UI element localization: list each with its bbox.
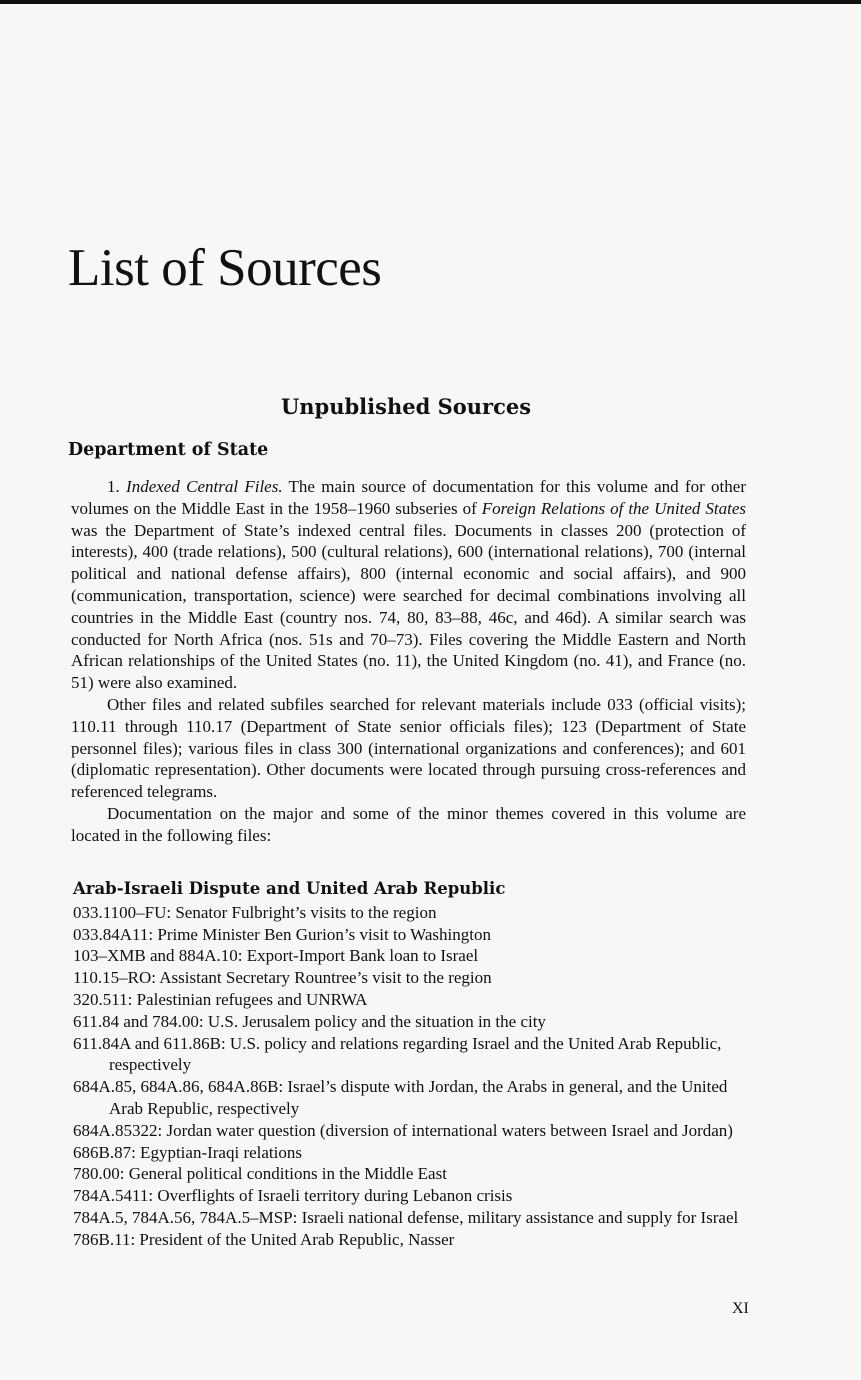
paragraph-text: was the Department of State’s indexed central files. Documents in classes 200 (protection of interests), 400 (trade relations), 500 (cultural relations), 600 (international relations), 700 (internal political and national defense affairs), 800 (internal economic and social affairs), and 900 (communication, transportation, science) were searched for decimal combinations involving all countries in the Middle East (country nos. 74, 80, 83–88, 46c, and 46d). A similar search was conducted for North Africa (nos. 51s and 70–73). Files covering the Middle Eastern and North African relationships of the United States (no. 11), the United Kingdom (no. 41), and France (no. 51) were also examined. [71,520,746,693]
file-group-heading: Arab-Israeli Dispute and United Arab Republic [73,879,506,898]
file-entry: 684A.85, 684A.86, 684A.86B: Israel’s dispute with Jordan, the Arabs in general, and the United Arab Republic, respectively [73,1077,728,1118]
page-number: XI [732,1300,749,1317]
body-text [71,476,746,847]
file-entry: 033.1100–FU: Senator Fulbright’s visits to the region [73,902,437,922]
top-rule [0,0,861,4]
file-entry: 684A.85322: Jordan water question (diversion of international waters between Israel and Jordan) [73,1120,733,1140]
paragraph-text: The main source of documentation for this volume and for other volumes on the Middle East in the 1958–1960 subseries of [71,477,746,518]
file-entry: 611.84 and 784.00: U.S. Jerusalem policy and the situation in the city [73,1011,546,1031]
paragraph-documentation: Documentation on the major and some of the minor themes covered in this volume are located in the following files: [71,803,746,845]
file-list [73,878,748,1251]
file-entry: 780.00: General political conditions in the Middle East [73,1164,447,1184]
file-entry: 784A.5, 784A.56, 784A.5–MSP: Israeli national defense, military assistance and supply for Israel [73,1207,739,1227]
paragraph-other-files: Other files and related subfiles searched for relevant materials include 033 (official visits); 110.11 through 110.17 (Department of State senior officials files); 123 (Department of State personnel files); various files in class 300 (international organizations and conferences); and 601 (diplomatic representation). Other documents were located through pursuing cross-references and referenced telegrams. [71,694,746,802]
file-entry: 110.15–RO: Assistant Secretary Rountree’s visit to the region [73,968,492,988]
file-entry: 784A.5411: Overflights of Israeli territory during Lebanon crisis [73,1186,513,1206]
file-entry: 686B.87: Egyptian-Iraqi relations [73,1142,302,1162]
paragraph-number: 1. [107,477,120,496]
subsection-heading: Department of State [68,440,269,460]
publication-title: Foreign Relations of the United States [481,498,746,518]
paragraph-lead: Indexed Central Files. [126,477,283,496]
file-entry: 103–XMB and 884A.10: Export-Import Bank loan to Israel [73,946,479,966]
page-title: List of Sources [68,239,382,297]
file-entry: 786B.11: President of the United Arab Republic, Nasser [73,1229,455,1249]
file-entries [73,902,748,1251]
paragraph-indexed-central-files [71,476,746,694]
file-entry: 033.84A11: Prime Minister Ben Gurion’s visit to Washington [73,924,491,944]
file-entry: 611.84A and 611.86B: U.S. policy and relations regarding Israel and the United Arab Republic, respectively [73,1033,722,1075]
file-entry: 320.511: Palestinian refugees and UNRWA [73,989,368,1009]
section-heading: Unpublished Sources [280,394,532,419]
